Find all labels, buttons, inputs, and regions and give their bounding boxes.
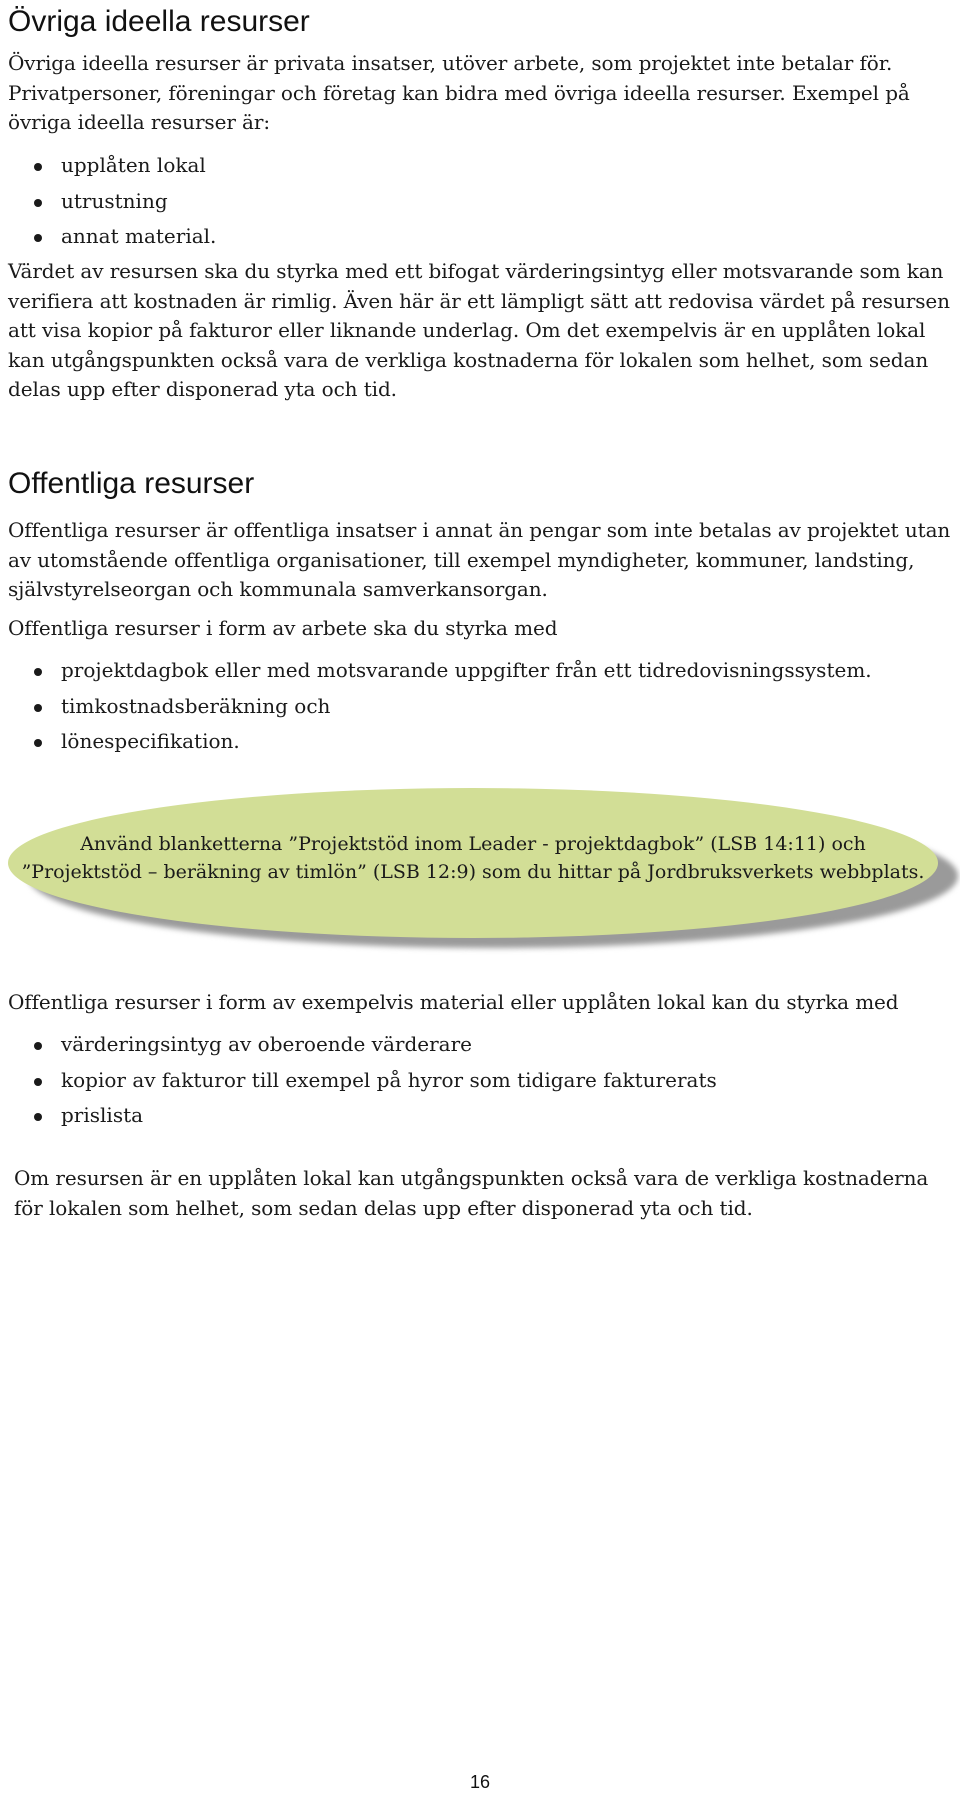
bullet-list-material (30, 1027, 717, 1134)
paragraph-work-intro: Offentliga resurser i form av arbete ska du styrka med (8, 616, 558, 640)
list-item: värderingsintyg av oberoende värderare (30, 1027, 717, 1063)
callout-text (8, 830, 938, 886)
list-item: utrustning (30, 184, 216, 220)
callout-ellipse (8, 788, 938, 938)
paragraph-ovriga-body: Värdet av resursen ska du styrka med ett bifogat värderingsintyg eller motsvarande som kan verifiera att kostnaden är rimlig. Även här är ett lämpligt sätt att redovisa värdet på resursen att visa kopior på fakturor eller liknande underlag. Om det exempelvis är en upplåten lokal kan utgångspunkten också vara de verkliga kostnaderna för lokalen som helhet, som sedan delas upp efter disponerad yta och tid. (8, 259, 950, 401)
section-heading-offentliga: Offentliga resurser (8, 467, 255, 500)
page-number: 16 (469, 1772, 491, 1792)
list-item: kopior av fakturor till exempel på hyror som tidigare fakturerats (30, 1063, 717, 1099)
callout-box (8, 788, 958, 948)
bullet-list-work (30, 653, 872, 760)
list-item: prislista (30, 1098, 717, 1134)
callout-line: ”Projektstöd – beräkning av timlön” (LSB 12:9) som du hittar på Jordbruksverkets webbplats. (21, 861, 925, 883)
bullet-list-ovriga (30, 148, 216, 255)
list-item: timkostnadsberäkning och (30, 689, 872, 725)
callout-line: Använd blanketterna ”Projektstöd inom Leader - projektdagbok” (LSB 14:11) och (80, 833, 866, 855)
list-item: lönespecifikation. (30, 724, 872, 760)
list-item: upplåten lokal (30, 148, 216, 184)
paragraph-material-intro: Offentliga resurser i form av exempelvis material eller upplåten lokal kan du styrka med (8, 990, 899, 1014)
paragraph-closing: Om resursen är en upplåten lokal kan utgångspunkten också vara de verkliga kostnaderna för lokalen som helhet, som sedan delas upp efter disponerad yta och tid. (14, 1166, 929, 1220)
paragraph-ovriga-intro: Övriga ideella resurser är privata insatser, utöver arbete, som projektet inte betalar för. Privatpersoner, föreningar och företag kan bidra med övriga ideella resurser. Exempel på övriga ideella resurser är: (8, 51, 910, 134)
paragraph-offentliga-intro: Offentliga resurser är offentliga insatser i annat än pengar som inte betalas av projektet utan av utomstående offentliga organisationer, till exempel myndigheter, kommuner, landsting, självstyrelseorgan och kommunala samverkansorgan. (8, 518, 951, 601)
list-item: projektdagbok eller med motsvarande uppgifter från ett tidredovisningssystem. (30, 653, 872, 689)
list-item: annat material. (30, 219, 216, 255)
section-heading-ovriga: Övriga ideella resurser (8, 5, 310, 38)
